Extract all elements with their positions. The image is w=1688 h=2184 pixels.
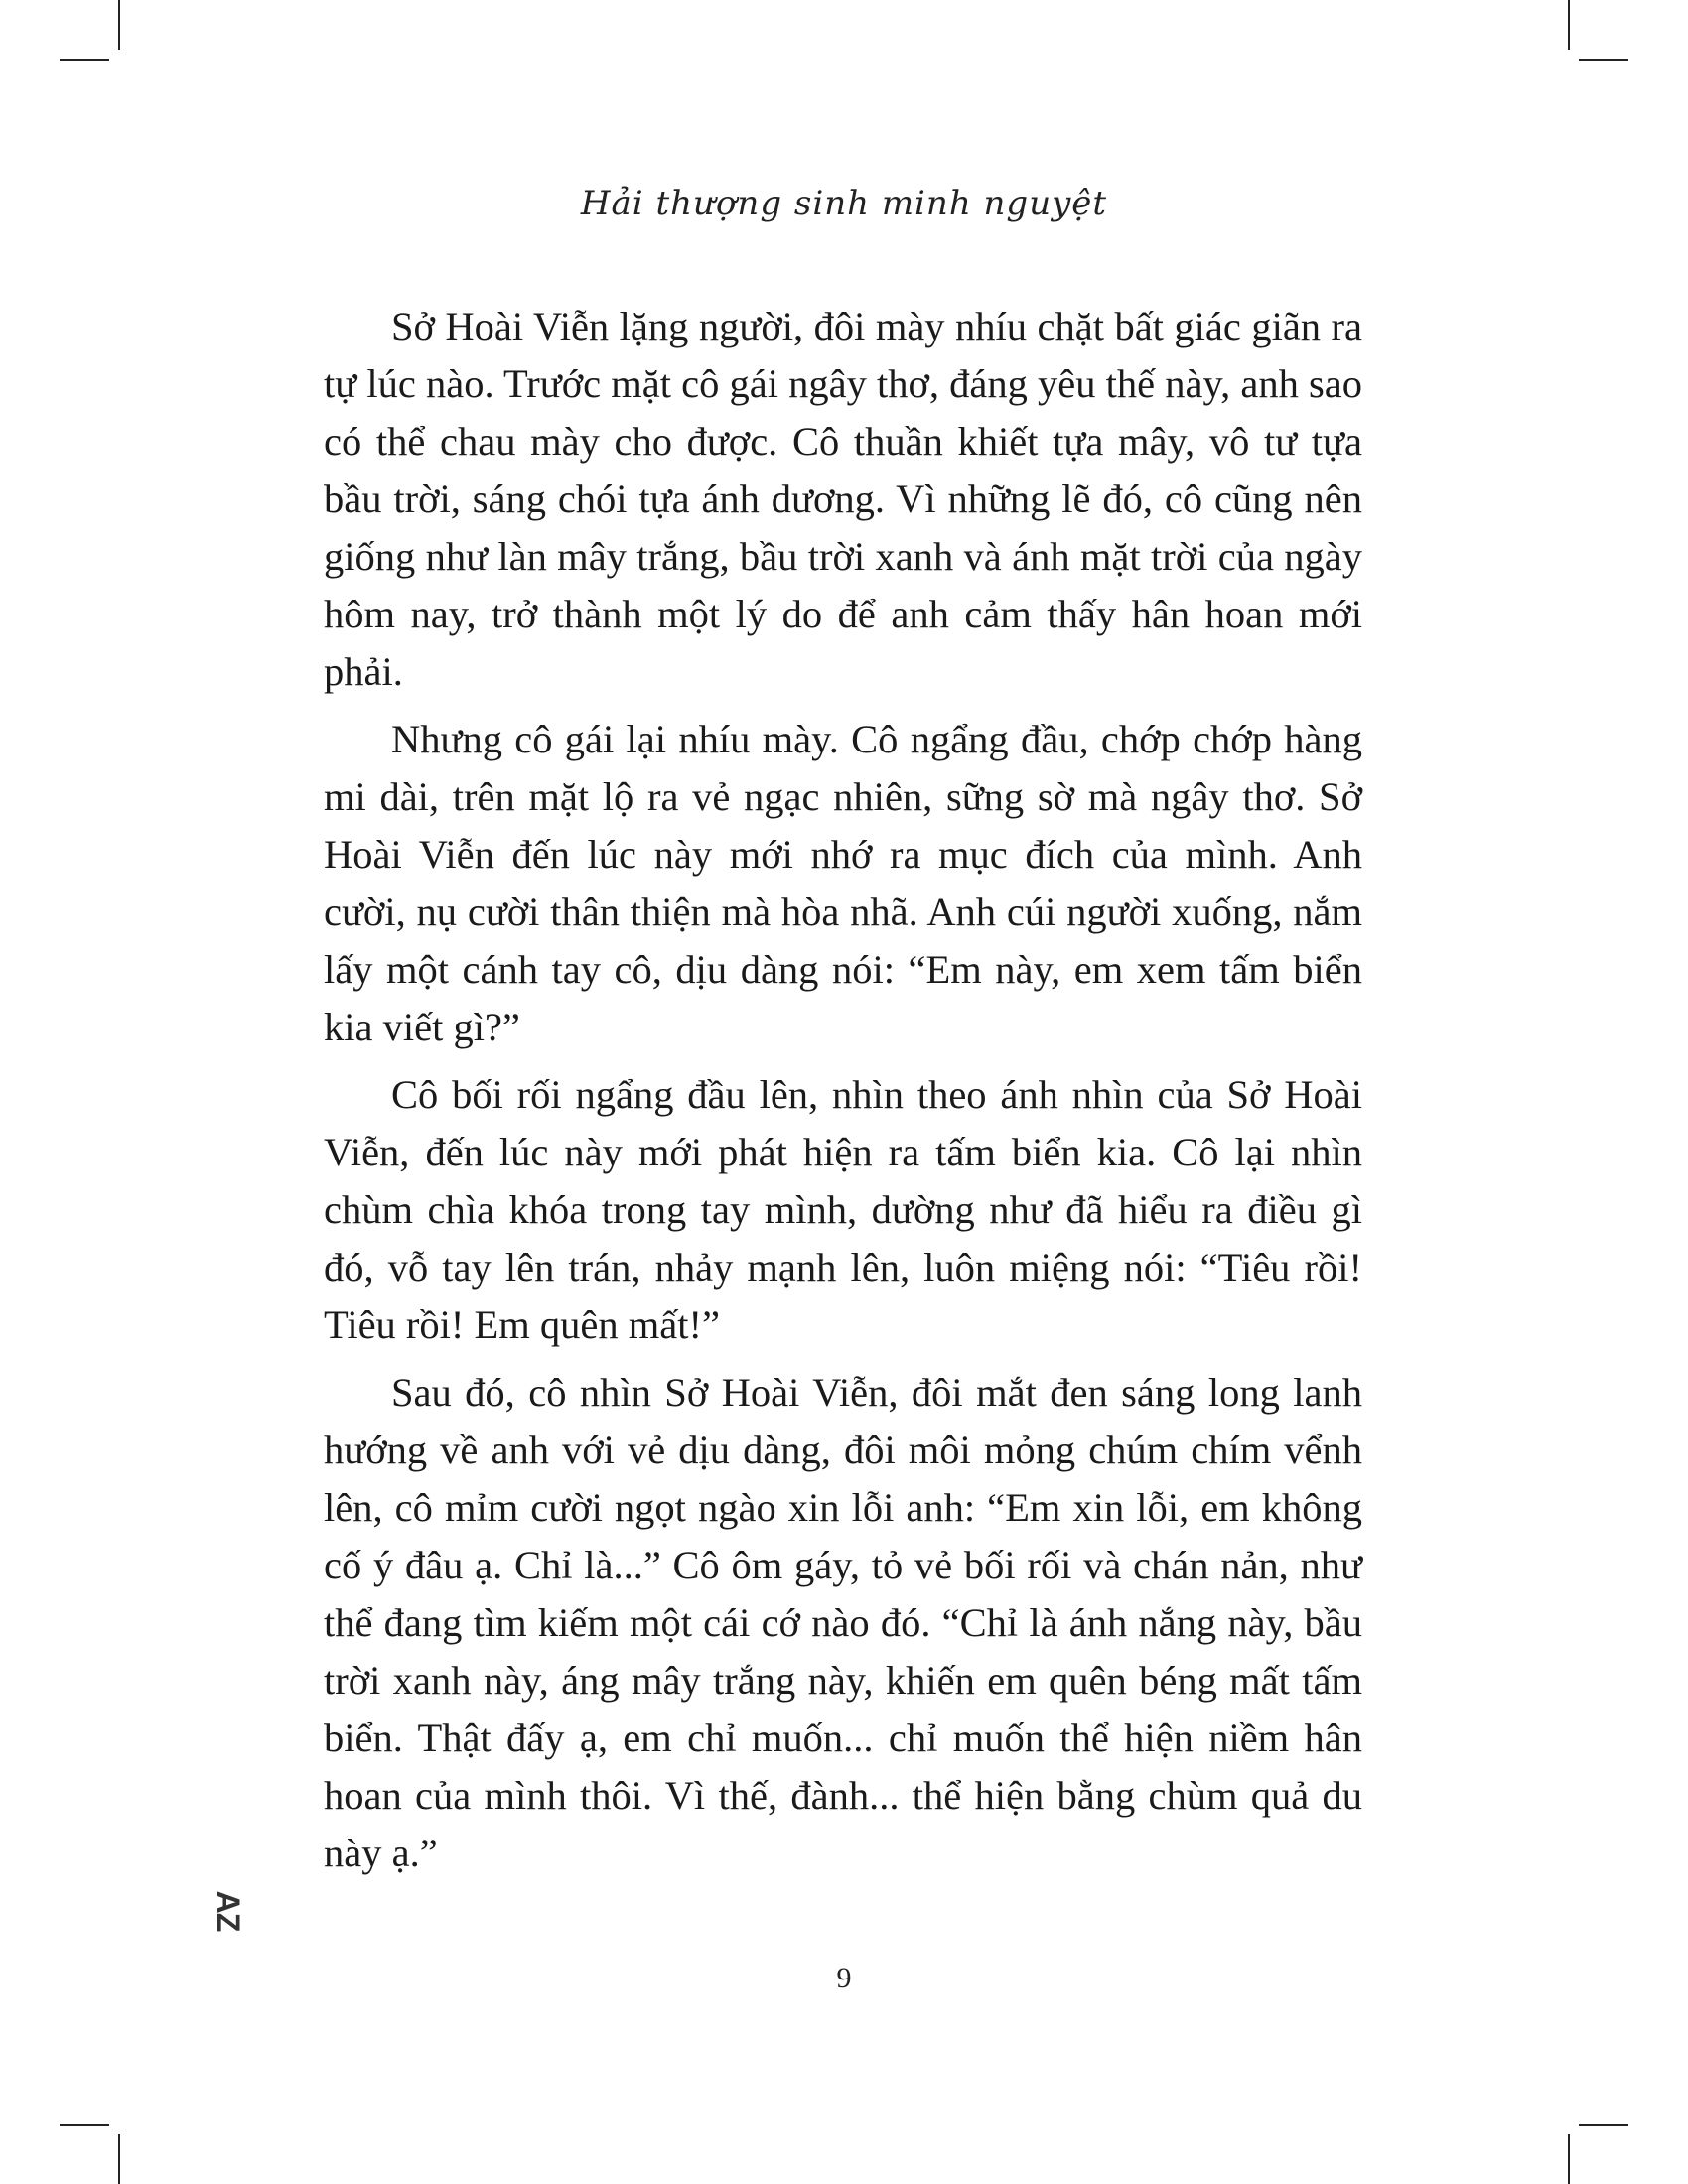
paragraph-1: Sở Hoài Viễn lặng người, đôi mày nhíu chặt bất giác giãn ra tự lúc nào. Trước mặt cô gái ngây thơ, đáng yêu thế này, anh sao có thể chau mày cho được. Cô thuần khiết tựa mây, vô tư tựa bầu trời, sáng chói tựa ánh dương. Vì những lẽ đó, cô cũng nên giống như làn mây trắng, bầu trời xanh và ánh mặt trời của ngày hôm nay, trở thành một lý do để anh cảm thấy hân hoan mới phải. xyxy=(324,304,1362,694)
page-number: 9 xyxy=(836,1962,852,1994)
paragraph-3: Cô bối rối ngẩng đầu lên, nhìn theo ánh nhìn của Sở Hoài Viễn, đến lúc này mới phát hiện ra tấm biển kia. Cô lại nhìn chùm chìa khóa trong tay mình, dường như đã hiểu ra điều gì đó, vỗ tay lên trán, nhảy mạnh lên, luôn miệng nói: “Tiêu rồi! Tiêu rồi! Em quên mất!” xyxy=(324,1072,1362,1347)
crop-mark-top-right-vertical xyxy=(1568,0,1570,50)
crop-mark-top-right-horizontal xyxy=(1579,59,1628,61)
publisher-logo-mark xyxy=(209,1871,248,1951)
crop-mark-top-left-vertical xyxy=(118,0,120,50)
body-text xyxy=(324,298,1362,1892)
crop-mark-bottom-right-vertical xyxy=(1568,2134,1570,2184)
crop-mark-bottom-left-vertical xyxy=(118,2134,120,2184)
paragraph-2: Nhưng cô gái lại nhíu mày. Cô ngẩng đầu, chớp chớp hàng mi dài, trên mặt lộ ra vẻ ngạc nhiên, sững sờ mà ngây thơ. Sở Hoài Viễn đến lúc này mới nhớ ra mục đích của mình. Anh cười, nụ cười thân thiện mà hòa nhã. Anh cúi người xuống, nắm lấy một cánh tay cô, dịu dàng nói: “Em này, em xem tấm biển kia viết gì?” xyxy=(324,717,1362,1049)
crop-mark-top-left-horizontal xyxy=(60,59,109,61)
running-title: Hải thượng sinh minh nguyệt xyxy=(580,184,1108,223)
svg-text:AZ: AZ xyxy=(211,1890,246,1932)
paragraph-4: Sau đó, cô nhìn Sở Hoài Viễn, đôi mắt đen sáng long lanh hướng về anh với vẻ dịu dàng, đôi môi mỏng chúm chím vểnh lên, cô mỉm cười ngọt ngào xin lỗi anh: “Em xin lỗi, em không cố ý đâu ạ. Chỉ là...” Cô ôm gáy, tỏ vẻ bối rối và chán nản, như thể đang tìm kiếm một cái cớ nào đó. “Chỉ là ánh nắng này, bầu trời xanh này, áng mây trắng này, khiến em quên béng mất tấm biển. Thật đấy ạ, em chỉ muốn... chỉ muốn thể hiện niềm hân hoan của mình thôi. Vì thế, đành... thể hiện bằng chùm quả du này ạ.” xyxy=(324,1370,1362,1875)
publisher-logo-icon xyxy=(209,1871,248,1951)
crop-mark-bottom-left-horizontal xyxy=(60,2124,109,2126)
crop-mark-bottom-right-horizontal xyxy=(1579,2124,1628,2126)
